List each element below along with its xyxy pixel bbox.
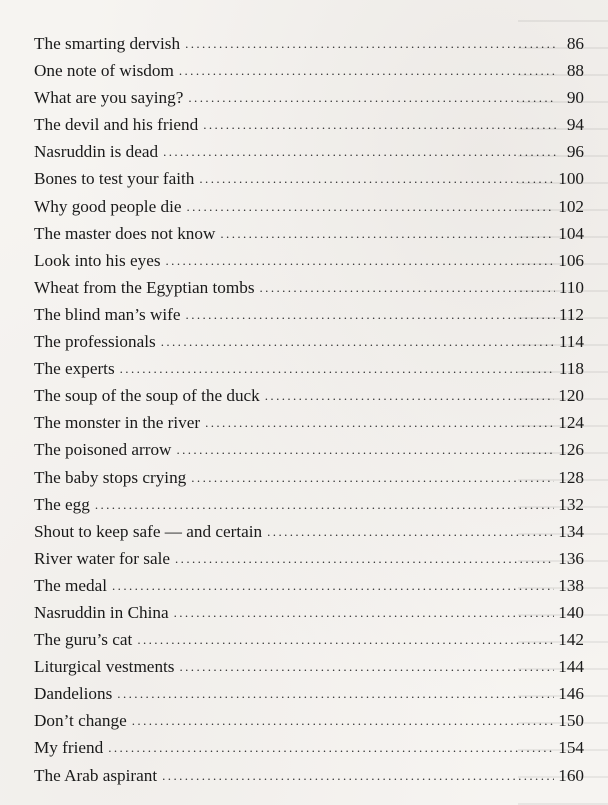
entry-title: Why good people die (34, 196, 182, 216)
toc-entry (34, 165, 584, 192)
dot-leader (166, 247, 555, 274)
entry-page-number: 100 (558, 169, 584, 189)
entry-title: Bones to test your faith (34, 169, 195, 189)
entry-page-number: 138 (558, 575, 584, 595)
dot-leader (185, 30, 556, 57)
entry-title: The egg (34, 494, 90, 514)
entry-page-number: 114 (558, 332, 584, 352)
dot-leader (163, 138, 556, 165)
entry-title: The Arab aspirant (34, 765, 158, 785)
entry-page-number: 140 (558, 602, 584, 622)
entry-page-number: 132 (558, 494, 584, 514)
toc-entry (34, 734, 584, 761)
toc-entry (34, 464, 584, 491)
dot-leader (132, 707, 554, 734)
entry-page-number: 96 (566, 142, 584, 162)
entry-page-number: 124 (558, 413, 584, 433)
entry-page-number: 90 (566, 88, 584, 108)
entry-title: Don’t change (34, 711, 127, 731)
toc-entry (34, 193, 584, 220)
toc-entry (34, 409, 584, 436)
dot-leader (179, 57, 556, 84)
dot-leader (161, 328, 555, 355)
dot-leader (265, 382, 554, 409)
toc-entry (34, 274, 584, 301)
dot-leader (108, 734, 554, 761)
dot-leader (199, 165, 554, 192)
dot-leader (267, 518, 554, 545)
toc-entry (34, 707, 584, 734)
entry-page-number: 126 (558, 440, 584, 460)
entry-title: Liturgical vestments (34, 657, 175, 677)
entry-page-number: 110 (558, 277, 584, 297)
toc-entry (34, 328, 584, 355)
toc-entry (34, 84, 584, 111)
toc-entry (34, 138, 584, 165)
entry-title: The devil and his friend (34, 115, 199, 135)
entry-page-number: 86 (566, 34, 584, 53)
table-of-contents (34, 30, 584, 789)
dot-leader (205, 409, 554, 436)
entry-page-number: 120 (558, 386, 584, 406)
entry-page-number: 146 (558, 684, 584, 704)
entry-title: The guru’s cat (34, 630, 133, 650)
entry-page-number: 160 (558, 765, 584, 785)
dot-leader (186, 301, 555, 328)
entry-title: The experts (34, 359, 115, 379)
toc-entry (34, 762, 584, 789)
dot-leader (137, 626, 554, 653)
toc-entry (34, 518, 584, 545)
entry-title: One note of wisdom (34, 61, 174, 81)
dot-leader (176, 436, 554, 463)
dot-leader (203, 111, 556, 138)
dot-leader (260, 274, 555, 301)
dot-leader (187, 193, 555, 220)
dot-leader (120, 355, 555, 382)
toc-entry (34, 220, 584, 247)
toc-entry (34, 247, 584, 274)
toc-entry (34, 301, 584, 328)
entry-title: Nasruddin in China (34, 602, 169, 622)
entry-title: The baby stops crying (34, 467, 187, 487)
entry-page-number: 104 (558, 223, 584, 243)
entry-title: My friend (34, 738, 104, 758)
entry-page-number: 142 (558, 630, 584, 650)
dot-leader (112, 572, 554, 599)
entry-title: The blind man’s wife (34, 304, 181, 324)
dot-leader (174, 599, 555, 626)
dot-leader (220, 220, 554, 247)
entry-title: What are you saying? (34, 88, 184, 108)
entry-page-number: 136 (558, 548, 584, 568)
entry-title: River water for sale (34, 548, 171, 568)
toc-entry (34, 572, 584, 599)
entry-title: Look into his eyes (34, 250, 161, 270)
toc-entry (34, 111, 584, 138)
entry-title: Shout to keep safe — and certain (34, 521, 263, 541)
toc-entry (34, 30, 584, 57)
entry-page-number: 134 (558, 521, 584, 541)
entry-title: The poisoned arrow (34, 440, 172, 460)
entry-title: The monster in the river (34, 413, 201, 433)
entry-title: Dandelions (34, 684, 113, 704)
toc-entry (34, 355, 584, 382)
entry-page-number: 88 (566, 61, 584, 81)
entry-page-number: 128 (558, 467, 584, 487)
entry-title: The master does not know (34, 223, 216, 243)
entry-page-number: 106 (558, 250, 584, 270)
entry-title: Nasruddin is dead (34, 142, 159, 162)
entry-title: Wheat from the Egyptian tombs (34, 277, 255, 297)
dot-leader (175, 545, 554, 572)
dot-leader (191, 464, 554, 491)
entry-page-number: 102 (558, 196, 584, 216)
dot-leader (162, 762, 554, 789)
entry-page-number: 154 (558, 738, 584, 758)
entry-page-number: 112 (558, 304, 584, 324)
entry-title: The professionals (34, 332, 156, 352)
entry-title: The medal (34, 575, 108, 595)
toc-entry (34, 626, 584, 653)
entry-page-number: 118 (558, 359, 584, 379)
dot-leader (95, 491, 554, 518)
toc-entry (34, 57, 584, 84)
toc-entry (34, 680, 584, 707)
entry-page-number: 150 (558, 711, 584, 731)
dot-leader (180, 653, 555, 680)
entry-title: The soup of the soup of the duck (34, 386, 260, 406)
entry-page-number: 94 (566, 115, 584, 135)
toc-entry (34, 436, 584, 463)
toc-entry (34, 599, 584, 626)
toc-entry (34, 382, 584, 409)
dot-leader (188, 84, 556, 111)
toc-entry (34, 653, 584, 680)
toc-entry (34, 491, 584, 518)
toc-entry (34, 545, 584, 572)
entry-page-number: 144 (558, 657, 584, 677)
entry-title: The smarting dervish (34, 34, 181, 53)
dot-leader (117, 680, 554, 707)
